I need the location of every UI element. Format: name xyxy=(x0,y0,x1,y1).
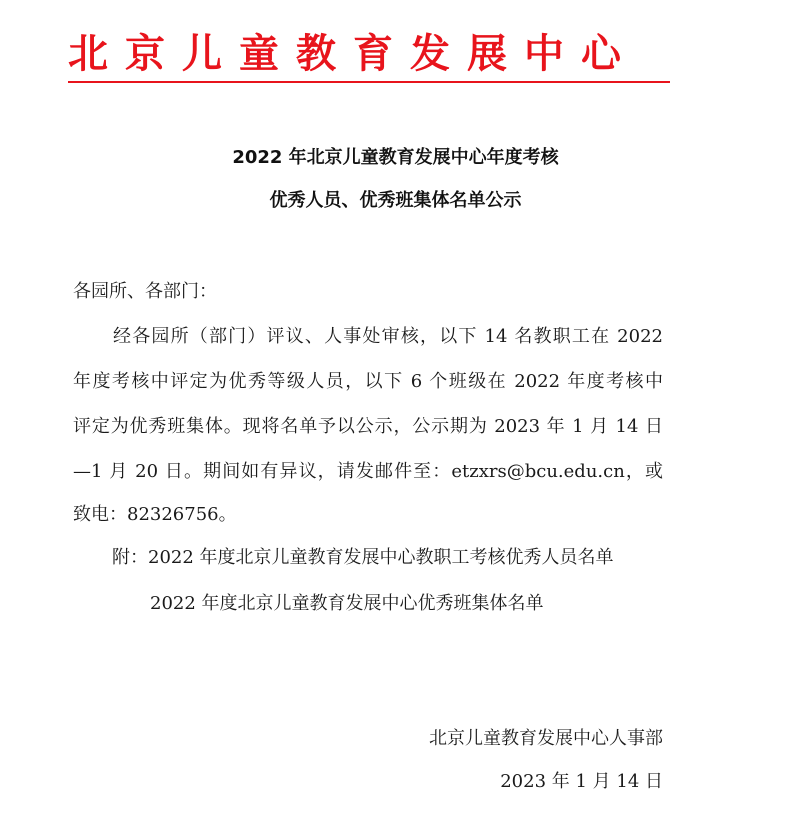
body-paragraph-line: 经各园所（部门）评议、人事处审核，以下 14 名教职工在 2022 xyxy=(113,326,663,347)
organization-header: 北京儿童教育发展中心 xyxy=(68,31,638,77)
body-paragraph-line: 年度考核中评定为优秀等级人员，以下 6 个班级在 2022 年度考核中 xyxy=(73,371,663,392)
attachment-item-class-list: 2022 年度北京儿童教育发展中心优秀班集体名单 xyxy=(150,593,544,614)
header-divider xyxy=(68,81,670,83)
document-title-line-2: 优秀人员、优秀班集体名单公示 xyxy=(269,190,522,211)
body-paragraph-line: —1 月 20 日。期间如有异议，请发邮件至：etzxrs@bcu.edu.cn，或 xyxy=(73,461,663,482)
document-title-line-1: 2022 年北京儿童教育发展中心年度考核 xyxy=(232,147,559,168)
salutation: 各园所、各部门： xyxy=(73,281,217,302)
signature-department: 北京儿童教育发展中心人事部 xyxy=(429,728,663,749)
signature-date: 2023 年 1 月 14 日 xyxy=(500,771,663,792)
body-paragraph-line: 评定为优秀班集体。现将名单予以公示，公示期为 2023 年 1 月 14 日 xyxy=(73,416,663,437)
body-paragraph-line: 致电：82326756。 xyxy=(73,504,237,525)
attachment-item-staff-list: 附：2022 年度北京儿童教育发展中心教职工考核优秀人员名单 xyxy=(112,547,614,568)
